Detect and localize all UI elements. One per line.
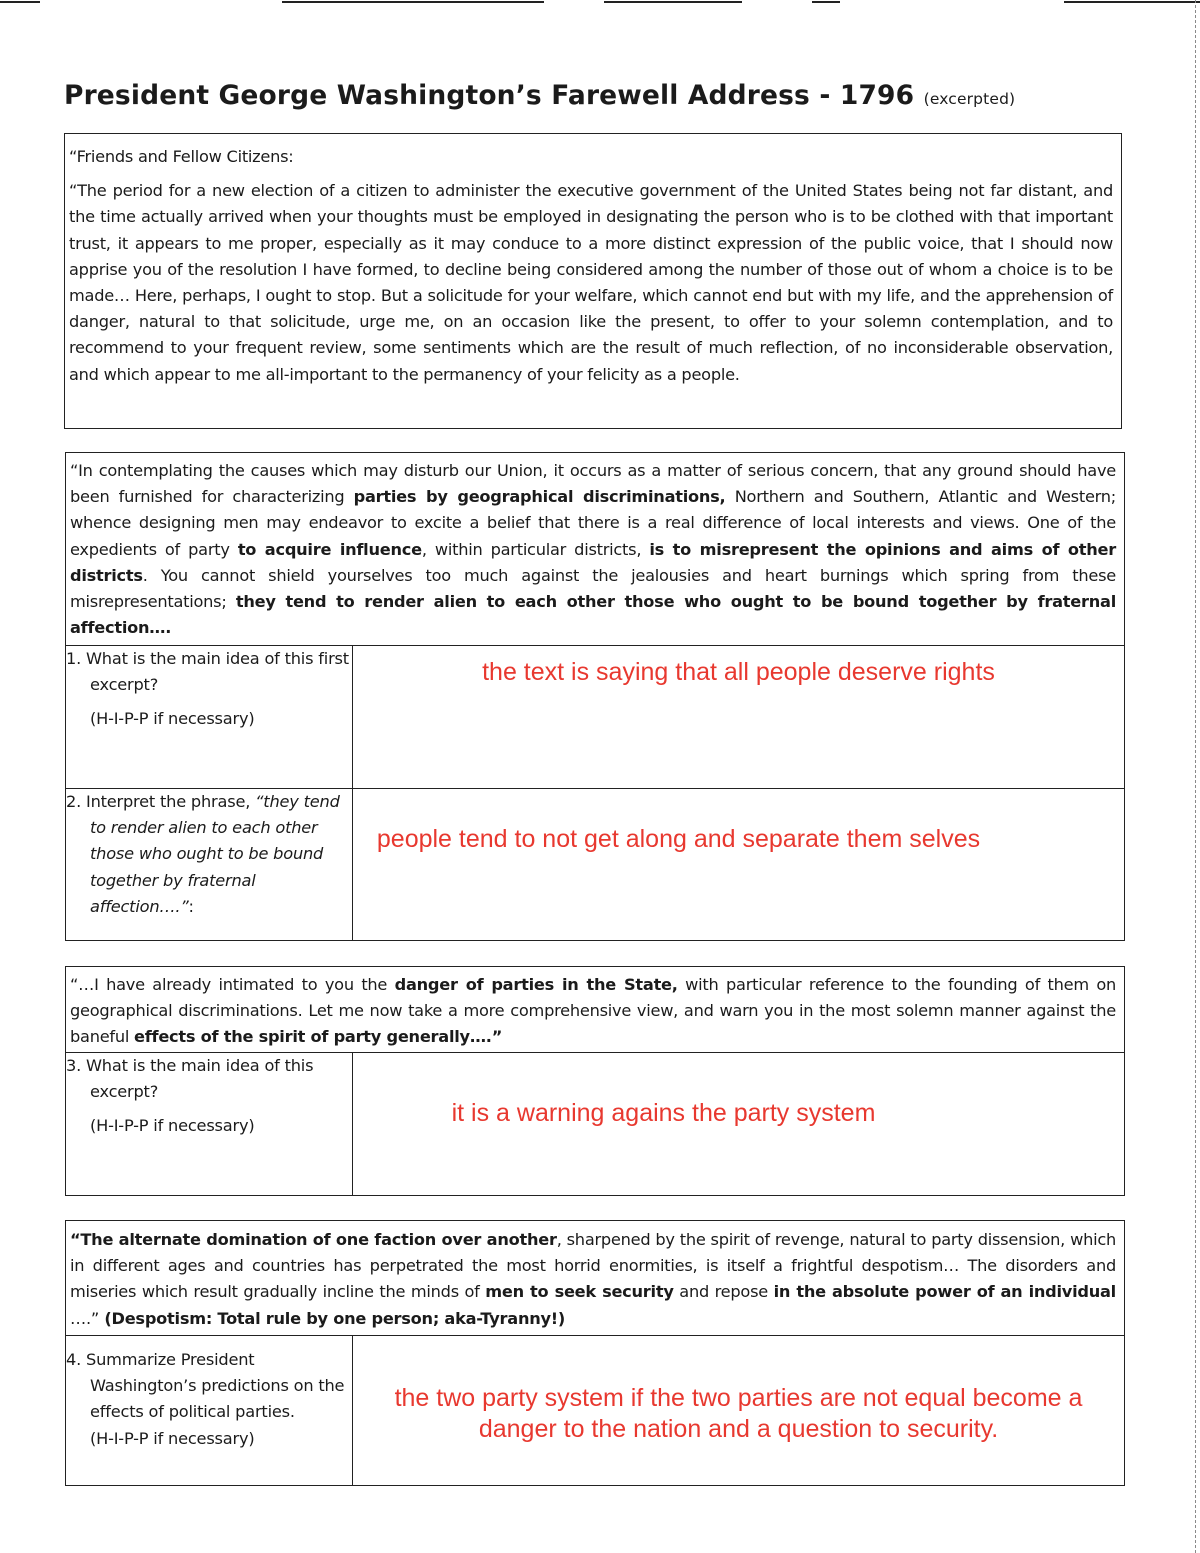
answer-1-cell[interactable] xyxy=(353,646,1125,789)
title-main: President George Washington’s Farewell Address - 1796 xyxy=(64,80,915,111)
question-3-text: 3. What is the main idea of this excerpt? xyxy=(66,1056,314,1102)
excerpt-3-text: “The alternate domination of one faction over another, sharpened by the spirit of revenge, natural to party dissension, which in different ages and countries has perpetrated the most horrid enormities, is itself a frightful despotism… The disorders and miseries which result gradually incline the minds of men to seek security and repose in the absolute power of an individual ….” (Despotism: Total rule by one person; aka-Tyranny!) xyxy=(70,1230,1116,1328)
question-2-text: 2. Interpret the phrase, “they tend to render alien to each other those who ought to be bound together by fraternal affection….”: xyxy=(66,792,340,916)
answer-4-line-2: danger to the nation and a question to security. xyxy=(478,1415,999,1443)
scan-edge-top xyxy=(0,0,1200,6)
question-4-hint: (H-I-P-P if necessary) xyxy=(90,1428,255,1448)
answer-4-line-1: the two party system if the two parties are not equal become a xyxy=(394,1384,1083,1412)
answer-4-cell[interactable] xyxy=(353,1336,1125,1486)
question-2 xyxy=(66,789,353,941)
questions-table-3 xyxy=(65,1335,1125,1486)
excerpt-2-box xyxy=(65,966,1125,1053)
question-row-3 xyxy=(66,1053,1125,1196)
title-subtitle: (excerpted) xyxy=(923,90,1016,108)
intro-salutation: “Friends and Fellow Citizens: xyxy=(69,147,294,166)
excerpt-1-text: “In contemplating the causes which may disturb our Union, it occurs as a matter of serious concern, that any ground should have been furnished for characterizing parties by geographical discriminations, Northern and Southern, Atlantic and Western; whence designing men may endeavor to excite a belief that there is a real difference of local interests and views. One of the expedients of party to acquire influence, within particular districts, is to misrepresent the opinions and aims of other districts. You cannot shield yourselves too much against the jealousies and heart burnings which spring from these misrepresentations; they tend to render alien to each other those who ought to be bound together by fraternal affection…. xyxy=(70,461,1116,638)
answer-3-cell[interactable] xyxy=(353,1053,1125,1196)
question-4-text: 4. Summarize President Washington’s predictions on the effects of political parties. xyxy=(66,1350,345,1422)
excerpt-3-box xyxy=(65,1220,1125,1336)
question-row-2 xyxy=(66,789,1125,941)
excerpt-1-box xyxy=(65,452,1125,646)
question-1 xyxy=(66,646,353,789)
questions-table-1 xyxy=(65,645,1125,941)
excerpt-2-text: “…I have already intimated to you the danger of parties in the State, with particular reference to the founding of them on geographical discriminations. Let me now take a more comprehensive view, and warn you in the most solemn manner against the baneful effects of the spirit of party generally….” xyxy=(70,975,1117,1047)
answer-4-text xyxy=(353,1383,1124,1445)
question-1-hint: (H-I-P-P if necessary) xyxy=(90,709,255,729)
question-1-text: 1. What is the main idea of this first excerpt? xyxy=(66,649,349,695)
answer-3-text: it is a warning agains the party system xyxy=(451,1099,876,1127)
page-title xyxy=(64,80,1015,111)
answer-2-cell[interactable] xyxy=(353,789,1125,941)
answer-1-text: the text is saying that all people deserve rights xyxy=(482,658,995,686)
intro-box xyxy=(64,133,1122,429)
question-row-1 xyxy=(66,646,1125,789)
question-3 xyxy=(66,1053,353,1196)
question-row-4 xyxy=(66,1336,1125,1486)
questions-table-2 xyxy=(65,1052,1125,1196)
answer-2-text: people tend to not get along and separate them selves xyxy=(376,825,981,853)
question-3-hint: (H-I-P-P if necessary) xyxy=(90,1116,255,1136)
question-4 xyxy=(66,1336,353,1486)
intro-paragraph: “The period for a new election of a citizen to administer the executive government of the United States being not far distant, and the time actually arrived when your thoughts must be employed in designating the person who is to be clothed with that important trust, it appears to me proper, especially as it may conduce to a more distinct expression of the public voice, that I should now apprise you of the resolution I have formed, to decline being considered among the number of those out of whom a choice is to be made… Here, perhaps, I ought to stop. But a solicitude for your welfare, which cannot end but with my life, and the apprehension of danger, natural to that solicitude, urge me, on an occasion like the present, to offer to your solemn contemplation, and to recommend to your frequent review, some sentiments which are the result of much reflection, of no inconsiderable observation, and which appear to me all-important to the permanency of your felicity as a people. xyxy=(69,181,1113,384)
scan-edge-right xyxy=(1194,0,1196,1553)
